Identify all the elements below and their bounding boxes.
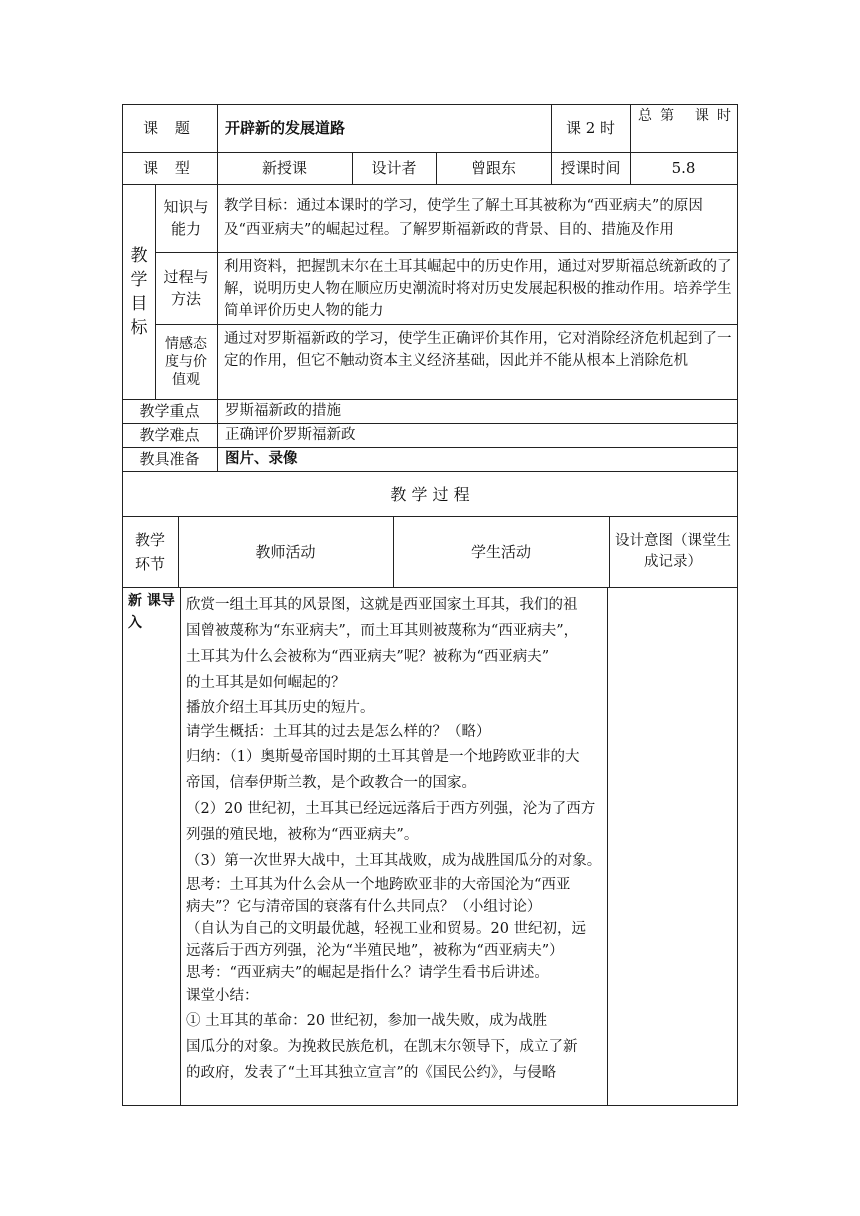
stage-header: 教学环节	[134, 530, 165, 573]
student-activity-header: 学生活动	[470, 542, 531, 561]
lesson-count: 课 2 时	[565, 119, 616, 137]
content-line: 国曾被蔑称为“东亚病夫”，而土耳其则被蔑称为“西亚病夫”，	[186, 623, 579, 639]
materials-value: 图片、录像	[225, 451, 298, 467]
content-line: 思考：“西亚病夫”的崛起是指什么？请学生看书后讲述。	[186, 965, 549, 981]
content-line: 播放介绍土耳其历史的短片。	[186, 700, 375, 716]
content-line: 思考：土耳其为什么会从一个地跨欧亚非的大帝国沦为“西亚	[186, 877, 571, 893]
objective-label-knowledge: 知识与能力	[163, 198, 209, 238]
content-line: 的土耳其是如何崛起的？	[186, 675, 346, 691]
time-value: 5.8	[671, 159, 696, 177]
type-value: 新授课	[261, 159, 307, 177]
objective-text-emotion: 通过对罗斯福新政的学习，使学生正确评价其作用，它对消除经济危机起到了一定的作用，但它不触动资本主义经济基础，因此并不能从根本上消除危机	[224, 331, 732, 369]
content-line: 国瓜分的对象。为挽救民族危机，在凯末尔领导下，成立了新	[186, 1039, 578, 1055]
key-points-value: 罗斯福新政的措施	[225, 403, 341, 419]
content-line: 土耳其为什么会被称为“西亚病夫”呢？被称为“西亚病夫”	[186, 649, 550, 665]
difficult-points-label: 教学难点	[139, 426, 200, 444]
designer-label: 设计者	[371, 159, 417, 177]
content-line: （自认为自己的文明最优越，轻视工业和贸易。20 世纪初，远	[186, 921, 587, 937]
key-points-label: 教学重点	[139, 402, 200, 420]
objective-text-process: 利用资料，把握凯末尔在土耳其崛起中的历史作用，通过对罗斯福总统新政的了解，说明历史人物在顺应历史潮流时将对历史发展起积极的推动作用。培养学生简单评价历史人物的能力	[224, 259, 732, 319]
content-line: 的政府，发表了“土耳其独立宣言”的《国民公约》，与侵略	[186, 1065, 557, 1081]
total-lesson: 总第 课时	[638, 108, 731, 124]
content-line: （3）第一次世界大战中，土耳其战败，成为战胜国瓜分的对象。	[186, 853, 602, 869]
difficult-points-value: 正确评价罗斯福新政	[225, 427, 356, 443]
process-title: 教 学 过 程	[390, 485, 470, 504]
teacher-activity-content	[186, 592, 606, 1102]
topic-value: 开辟新的发展道路	[225, 119, 346, 137]
content-line: 列强的殖民地，被称为“西亚病夫”。	[186, 827, 419, 843]
stage-label-intro: 新 课导入	[128, 593, 175, 631]
teacher-activity-header: 教师活动	[255, 542, 316, 561]
content-line: ① 土耳其的革命：20 世纪初，参加一战失败，成为战胜	[186, 1013, 548, 1029]
objective-label-emotion: 情感态度与价值观	[165, 335, 207, 388]
content-line: 请学生概括：土耳其的过去是怎么样的？（略）	[186, 724, 491, 740]
design-intent-header: 设计意图（课堂生成记录）	[615, 532, 731, 570]
materials-label: 教具准备	[139, 450, 200, 468]
content-line: 欣赏一组土耳其的风景图，这就是西亚国家土耳其，我们的祖	[186, 597, 578, 613]
designer-value: 曾跟东	[470, 159, 516, 177]
topic-label: 课 题	[143, 119, 196, 137]
objectives-group-label: 教学目标	[130, 245, 148, 338]
type-label: 课 型	[143, 159, 196, 177]
time-label: 授课时间	[560, 159, 621, 177]
objective-label-process: 过程与方法	[163, 268, 209, 308]
content-line: 归纳：（1）奥斯曼帝国时期的土耳其曾是一个地跨欧亚非的大	[186, 749, 580, 765]
content-line: 课堂小结：	[186, 988, 259, 1004]
content-line: 帝国，信奉伊斯兰教，是个政教合一的国家。	[186, 775, 476, 791]
content-line: （2）20 世纪初，土耳其已经远远落后于西方列强，沦为了西方	[186, 801, 596, 817]
content-line: 病夫”？它与清帝国的衰落有什么共同点？（小组讨论）	[186, 899, 542, 915]
objective-text-knowledge: 教学目标：通过本课时的学习，使学生了解土耳其被称为“西亚病夫”的原因及“西亚病夫”的崛起过程。了解罗斯福新政的背景、目的、措施及作用	[224, 198, 703, 238]
content-line: 远落后于西方列强，沦为“半殖民地”，被称为“西亚病夫”）	[186, 943, 564, 959]
